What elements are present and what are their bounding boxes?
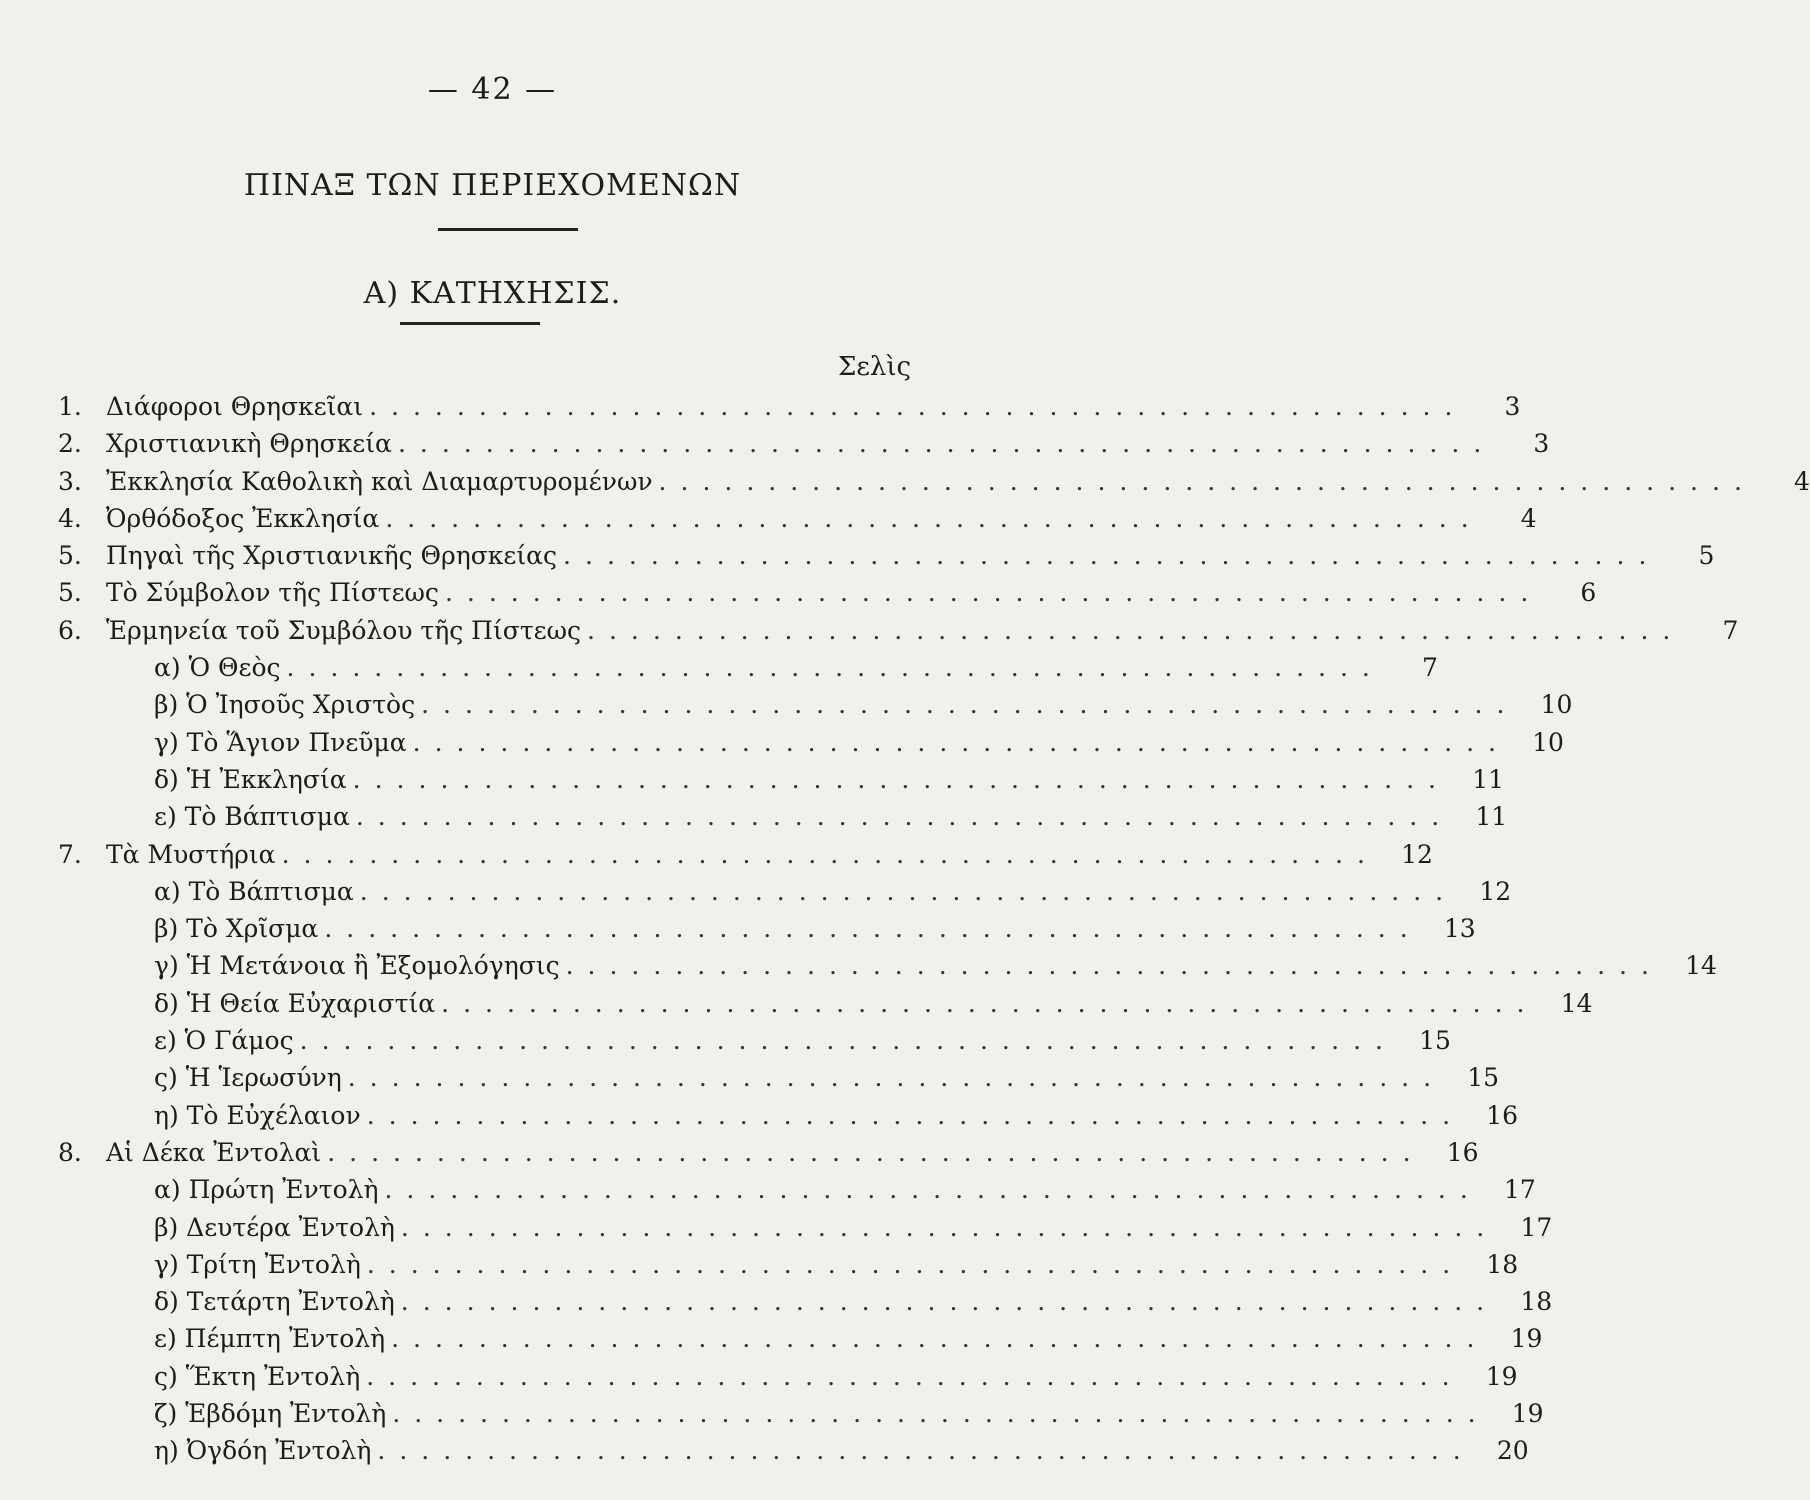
entry-number: 1. — [58, 392, 82, 421]
entry-page-number: 19 — [1485, 1361, 1518, 1391]
entry-title: Ὀρθόδοξος Ἐκκλησία — [106, 503, 380, 533]
dot-leader: .................................................. — [299, 1026, 1397, 1056]
entry-page-number: 15 — [1467, 1063, 1500, 1093]
entry-number: 2. — [58, 429, 82, 459]
entry-page-number: 18 — [1520, 1287, 1553, 1317]
entry-title: δ) Ἡ Θεία Εὐχαριστία — [154, 988, 436, 1018]
dot-leader: .................................................. — [355, 802, 1454, 832]
toc-entry — [58, 463, 1810, 500]
entry-page-number: 10 — [1540, 690, 1573, 720]
entry-title: δ) Ἡ Ἐκκλησία — [154, 764, 347, 794]
entry-page-number: 17 — [1503, 1175, 1536, 1205]
entry-page-number: 16 — [1486, 1100, 1519, 1130]
entry-page-number: 3 — [1504, 392, 1521, 421]
page-number: — 42 — — [427, 72, 558, 107]
entry-number: 8. — [58, 1137, 82, 1167]
entry-page-number: 18 — [1486, 1249, 1519, 1279]
dot-leader: .................................................. — [366, 1249, 1465, 1279]
entry-title: α) Πρώτη Ἐντολὴ — [154, 1175, 379, 1205]
toc-entry — [58, 1283, 1553, 1320]
title-rule — [438, 228, 578, 231]
entry-page-number: 13 — [1443, 914, 1476, 944]
toc-entry — [58, 1134, 1479, 1171]
entry-title: δ) Τετάρτη Ἐντολὴ — [154, 1287, 395, 1317]
entry-page-number: 10 — [1532, 727, 1564, 757]
entry-title: η) Ὀγδόη Ἐντολὴ — [154, 1436, 372, 1466]
toc-entry — [58, 798, 1508, 835]
dot-leader: .................................................. — [327, 1137, 1425, 1167]
toc-entry — [58, 761, 1504, 798]
toc-entry — [58, 388, 1521, 425]
dot-leader: .................................................. — [369, 392, 1467, 421]
entry-title: Ἐκκλησία Καθολικὴ καὶ Διαμαρτυρομένων — [106, 466, 653, 496]
entry-page-number: 11 — [1472, 764, 1504, 794]
dot-leader: .................................................. — [392, 1399, 1490, 1429]
toc-entry — [58, 1395, 1544, 1432]
entry-number: 7. — [58, 839, 82, 869]
section-title: Α) ΚΑΤΗΧΗΣΙΣ. — [363, 276, 622, 311]
dot-leader: .................................................. — [587, 615, 1685, 645]
toc-entry — [58, 649, 1438, 686]
entry-number: 5. — [58, 541, 82, 571]
entry-page-number: 16 — [1446, 1137, 1479, 1167]
entry-page-number: 6 — [1580, 578, 1597, 608]
entry-page-number: 7 — [1421, 653, 1438, 683]
entry-title: β) Δευτέρα Ἐντολὴ — [154, 1212, 395, 1242]
entry-page-number: 19 — [1511, 1399, 1544, 1429]
entry-title: γ) Τὸ Ἅγιον Πνεῦμα — [154, 727, 407, 757]
entry-page-number: 4 — [1793, 466, 1810, 496]
section-rule — [400, 322, 540, 325]
entry-number: 3. — [58, 466, 82, 496]
entry-title: ς) Ἕκτη Ἐντολὴ — [154, 1361, 361, 1391]
dot-leader: .................................................. — [347, 1063, 1446, 1093]
toc-entry — [58, 1059, 1500, 1096]
dot-leader: .................................................. — [359, 876, 1458, 906]
pages-column-header: Σελὶς — [838, 352, 912, 382]
toc-entry — [58, 500, 1537, 537]
entry-title: β) Ὁ Ἰησοῦς Χριστὸς — [154, 690, 416, 720]
entry-page-number: 12 — [1479, 876, 1512, 906]
dot-leader: .................................................. — [412, 727, 1510, 757]
entry-page-number: 3 — [1533, 429, 1550, 459]
entry-page-number: 14 — [1560, 988, 1593, 1018]
page-title: ΠΙΝΑΞ ΤΩΝ ΠΕΡΙΕΧΟΜΕΝΩΝ — [243, 168, 742, 203]
entry-page-number: 7 — [1722, 615, 1739, 645]
toc-entry — [58, 724, 1564, 761]
dot-leader: .................................................. — [286, 653, 1384, 683]
table-of-contents — [58, 388, 1810, 1470]
entry-page-number: 15 — [1419, 1026, 1451, 1056]
dot-leader: .................................................. — [400, 1287, 1499, 1317]
entry-title: γ) Ἡ Μετάνοια ἢ Ἐξομολόγησις — [154, 951, 560, 981]
dot-leader: .................................................. — [385, 503, 1483, 533]
entry-title: ε) Ὁ Γάμος — [154, 1026, 294, 1056]
dot-leader: .................................................. — [366, 1100, 1465, 1130]
dot-leader: .................................................. — [421, 690, 1519, 720]
entry-number: 4. — [58, 503, 82, 533]
entry-title: ς) Ἡ Ἱερωσύνη — [154, 1063, 342, 1093]
toc-entry — [58, 910, 1476, 947]
toc-entry — [58, 1097, 1519, 1134]
toc-entry — [58, 1209, 1553, 1246]
dot-leader: .................................................. — [391, 1324, 1489, 1354]
entry-page-number: 5 — [1698, 541, 1715, 571]
toc-entry — [58, 985, 1593, 1022]
toc-entry — [58, 1022, 1451, 1059]
toc-entry — [58, 686, 1573, 723]
toc-entry — [58, 1246, 1519, 1283]
toc-entry — [58, 1432, 1529, 1469]
dot-leader: .................................................. — [400, 1212, 1499, 1242]
entry-page-number: 11 — [1475, 802, 1508, 832]
toc-entry — [58, 1171, 1536, 1208]
entry-title: Αἱ Δέκα Ἐντολαὶ — [106, 1137, 322, 1167]
entry-page-number: 20 — [1496, 1436, 1529, 1466]
toc-entry — [58, 574, 1597, 611]
toc-entry — [58, 1358, 1518, 1395]
entry-number: 6. — [58, 615, 82, 645]
entry-number: 5. — [58, 578, 82, 608]
entry-title: ε) Πέμπτη Ἐντολὴ — [154, 1324, 386, 1354]
entry-title: Ἑρμηνεία τοῦ Συμβόλου τῆς Πίστεως — [106, 615, 582, 645]
entry-title: α) Τὸ Βάπτισμα — [154, 876, 354, 906]
entry-title: Πηγαὶ τῆς Χριστιανικῆς Θρησκείας — [106, 541, 558, 571]
dot-leader: .................................................. — [658, 466, 1756, 496]
entry-title: β) Τὸ Χρῖσμα — [154, 914, 319, 944]
dot-leader: .................................................. — [366, 1361, 1464, 1391]
toc-entry — [58, 873, 1512, 910]
dot-leader: .................................................. — [377, 1436, 1475, 1466]
entry-page-number: 14 — [1685, 951, 1717, 981]
dot-leader: .................................................. — [352, 764, 1450, 794]
toc-entry — [58, 1320, 1543, 1357]
entry-page-number: 12 — [1401, 839, 1433, 869]
entry-title: η) Τὸ Εὐχέλαιον — [154, 1100, 361, 1130]
toc-entry — [58, 537, 1715, 574]
dot-leader: .................................................. — [384, 1175, 1482, 1205]
dot-leader: .................................................. — [397, 429, 1496, 459]
entry-title: α) Ὁ Θεὸς — [154, 653, 281, 683]
entry-title: Χριστιανικὴ Θρησκεία — [106, 429, 392, 459]
entry-title: Διάφοροι Θρησκεῖαι — [106, 392, 364, 421]
entry-title: ε) Τὸ Βάπτισμα — [154, 802, 350, 832]
entry-page-number: 17 — [1520, 1212, 1553, 1242]
dot-leader: .................................................. — [324, 914, 1422, 944]
dot-leader: .................................................. — [563, 541, 1661, 571]
entry-page-number: 4 — [1520, 503, 1537, 533]
dot-leader: .................................................. — [281, 839, 1379, 869]
dot-leader: .................................................. — [444, 578, 1543, 608]
toc-entry — [58, 836, 1433, 873]
toc-entry — [58, 425, 1550, 462]
dot-leader: .................................................. — [441, 988, 1539, 1018]
entry-page-number: 19 — [1510, 1324, 1543, 1354]
dot-leader: .................................................. — [565, 951, 1663, 981]
entry-title: γ) Τρίτη Ἐντολὴ — [154, 1249, 361, 1279]
entry-title: ζ) Ἑβδόμη Ἐντολὴ — [154, 1399, 387, 1429]
toc-entry — [58, 612, 1739, 649]
toc-entry — [58, 947, 1717, 984]
entry-title: Τὰ Μυστήρια — [106, 839, 276, 869]
entry-title: Τὸ Σύμβολον τῆς Πίστεως — [106, 578, 439, 608]
